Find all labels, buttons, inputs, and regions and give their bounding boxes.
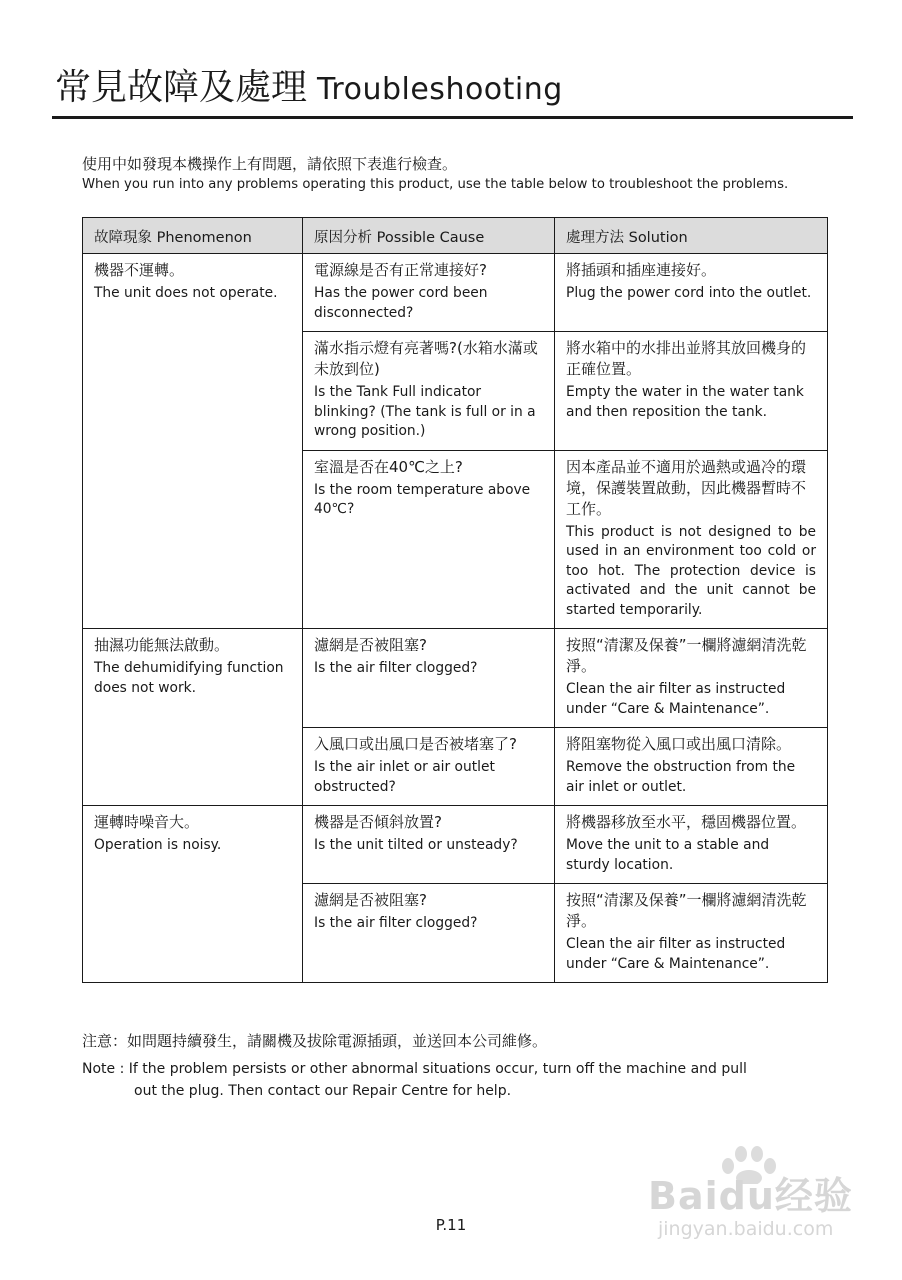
solution-zh: 將機器移放至水平，穩固機器位置。 <box>566 813 807 831</box>
solution-cell <box>555 884 828 983</box>
solution-zh: 按照“清潔及保養”一欄將濾網清洗乾淨。 <box>566 636 807 675</box>
phenomenon-cell <box>83 806 303 983</box>
cause-en: Is the Tank Full indicator blinking? (The tank is full or in a wrong position.) <box>314 384 536 439</box>
solution-cell <box>555 450 828 629</box>
solution-en: Plug the power cord into the outlet. <box>566 285 812 301</box>
note-en-line1: Note : If the problem persists or other abnormal situations occur, turn off the machine and pull <box>82 1061 747 1077</box>
intro-en: When you run into any problems operating this product, use the table below to troubleshoot the problems. <box>82 177 789 192</box>
cause-cell <box>303 450 555 629</box>
cause-en: Is the room temperature above 40℃? <box>314 481 531 517</box>
phenomenon-zh: 運轉時噪音大。 <box>94 813 200 831</box>
title-en: Troubleshooting <box>317 72 563 107</box>
header-phenomenon: 故障現象 Phenomenon <box>83 218 303 254</box>
cause-cell <box>303 629 555 728</box>
page-number: P.11 <box>435 1216 467 1234</box>
cause-zh: 電源線是否有正常連接好? <box>314 261 487 279</box>
solution-cell <box>555 806 828 884</box>
cause-cell <box>303 884 555 983</box>
solution-cell <box>555 629 828 728</box>
note-zh: 注意：如問題持續發生，請關機及拔除電源插頭，並送回本公司維修。 <box>82 1032 548 1050</box>
phenomenon-zh: 機器不運轉。 <box>94 261 185 279</box>
solution-en: Remove the obstruction from the air inlet or outlet. <box>566 759 796 795</box>
phenomenon-cell <box>83 629 303 806</box>
cause-cell <box>303 332 555 451</box>
watermark-brand: Baidu经验 <box>648 1174 853 1218</box>
phenomenon-en: The dehumidifying function does not work. <box>94 660 284 696</box>
cause-zh: 入風口或出風口是否被堵塞了? <box>314 735 517 753</box>
phenomenon-en: The unit does not operate. <box>94 285 278 301</box>
phenomenon-cell <box>83 254 303 629</box>
table-row <box>83 254 828 332</box>
cause-zh: 濾網是否被阻塞? <box>314 636 427 654</box>
cause-zh: 機器是否傾斜放置? <box>314 813 442 831</box>
cause-zh: 室溫是否在40℃之上? <box>314 457 463 476</box>
solution-cell <box>555 728 828 806</box>
solution-en: This product is not designed to be used in an environment too cold or too hot. The protection device is activated and the unit cannot be started temporarily. <box>566 523 816 618</box>
title-rule <box>52 116 853 119</box>
troubleshooting-table <box>82 217 828 983</box>
solution-cell <box>555 254 828 332</box>
title-zh: 常見故障及處理 <box>55 67 308 108</box>
cause-en: Is the unit tilted or unsteady? <box>314 837 518 853</box>
solution-zh: 按照“清潔及保養”一欄將濾網清洗乾淨。 <box>566 891 807 930</box>
page-title <box>55 64 563 112</box>
solution-en: Clean the air filter as instructed under “Care & Maintenance”. <box>566 681 786 717</box>
cause-cell <box>303 806 555 884</box>
cause-cell <box>303 728 555 806</box>
cause-en: Has the power cord been disconnected? <box>314 285 488 321</box>
solution-zh: 將水箱中的水排出並將其放回機身的正確位置。 <box>566 339 807 378</box>
cause-zh: 濾網是否被阻塞? <box>314 891 427 909</box>
cause-en: Is the air inlet or air outlet obstructed? <box>314 759 495 795</box>
solution-zh: 因本產品並不適用於過熱或過冷的環境，保護裝置啟動，因此機器暫時不工作。 <box>566 457 807 518</box>
solution-en: Clean the air filter as instructed under “Care & Maintenance”. <box>566 936 786 972</box>
cause-en: Is the air filter clogged? <box>314 660 478 676</box>
watermark-url: jingyan.baidu.com <box>658 1218 834 1240</box>
table-row <box>83 806 828 884</box>
table-header-row <box>83 218 828 254</box>
solution-zh: 將插頭和插座連接好。 <box>566 261 717 279</box>
solution-zh: 將阻塞物從入風口或出風口清除。 <box>566 735 792 753</box>
header-solution: 處理方法 Solution <box>555 218 828 254</box>
phenomenon-zh: 抽濕功能無法啟動。 <box>94 636 230 654</box>
cause-cell <box>303 254 555 332</box>
phenomenon-en: Operation is noisy. <box>94 837 222 853</box>
table-row <box>83 629 828 728</box>
cause-zh: 滿水指示燈有亮著嗎?(水箱水滿或未放到位) <box>314 339 538 378</box>
intro-zh: 使用中如發現本機操作上有問題，請依照下表進行檢查。 <box>82 155 458 173</box>
solution-en: Empty the water in the water tank and then reposition the tank. <box>566 384 804 420</box>
cause-en: Is the air filter clogged? <box>314 915 478 931</box>
header-cause: 原因分析 Possible Cause <box>303 218 555 254</box>
solution-cell <box>555 332 828 451</box>
solution-en: Move the unit to a stable and sturdy location. <box>566 837 770 873</box>
note-en-line2: out the plug. Then contact our Repair Centre for help. <box>134 1083 512 1099</box>
note-en <box>82 1058 822 1102</box>
